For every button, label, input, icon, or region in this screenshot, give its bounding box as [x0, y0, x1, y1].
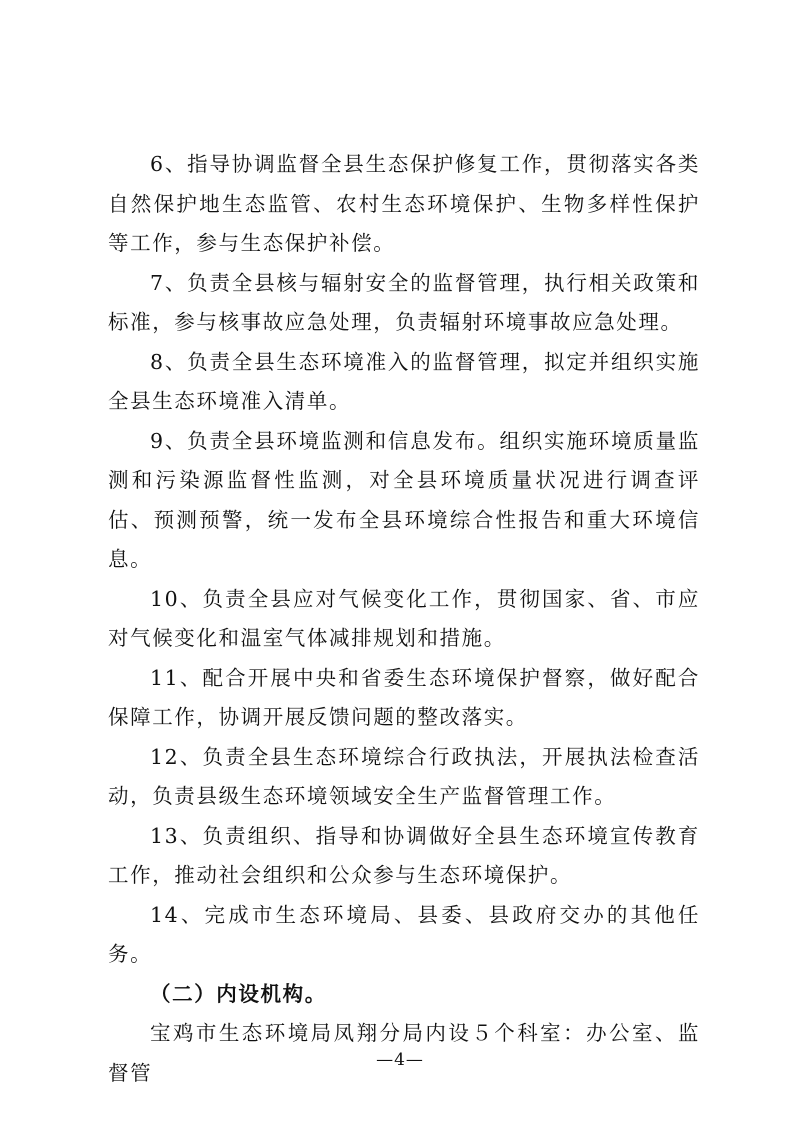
duty-item-12: 12、负责全县生态环境综合行政执法，开展执法检查活动，负责县级生态环境领域安全生产监督管理工作。 — [108, 744, 700, 808]
duty-item-9: 9、负责全县环境监测和信息发布。组织实施环境质量监测和污染源监督性监测，对全县环境质量状况进行调查评估、预测预警，统一发布全县环境综合性报告和重大环境信息。 — [108, 428, 700, 571]
duty-item-8: 8、负责全县生态环境准入的监督管理，拟定并组织实施全县生态环境准入清单。 — [108, 349, 700, 413]
closing-paragraph: 宝鸡市生态环境局凤翔分局内设５个科室：办公室、监督管 — [108, 1021, 700, 1085]
duty-item-10: 10、负责全县应对气候变化工作，贯彻国家、省、市应对气候变化和温室气体减排规划和措施。 — [108, 586, 700, 650]
duty-item-13: 13、负责组织、指导和协调做好全县生态环境宣传教育工作，推动社会组织和公众参与生态环境保护。 — [108, 823, 700, 887]
duty-item-6: 6、指导协调监督全县生态保护修复工作，贯彻落实各类自然保护地生态监管、农村生态环境保护、生物多样性保护等工作，参与生态保护补偿。 — [108, 152, 700, 255]
page-number: —4— — [376, 1050, 424, 1070]
duty-item-14: 14、完成市生态环境局、县委、县政府交办的其他任务。 — [108, 902, 700, 966]
section-heading: （二）内设机构。 — [150, 981, 327, 1006]
duty-item-7: 7、负责全县核与辐射安全的监督管理，执行相关政策和标准，参与核事故应急处理，负责辐射环境事故应急处理。 — [108, 270, 700, 334]
duty-item-11: 11、配合开展中央和省委生态环境保护督察，做好配合保障工作，协调开展反馈问题的整改落实。 — [108, 665, 700, 729]
document-body — [108, 145, 700, 1093]
